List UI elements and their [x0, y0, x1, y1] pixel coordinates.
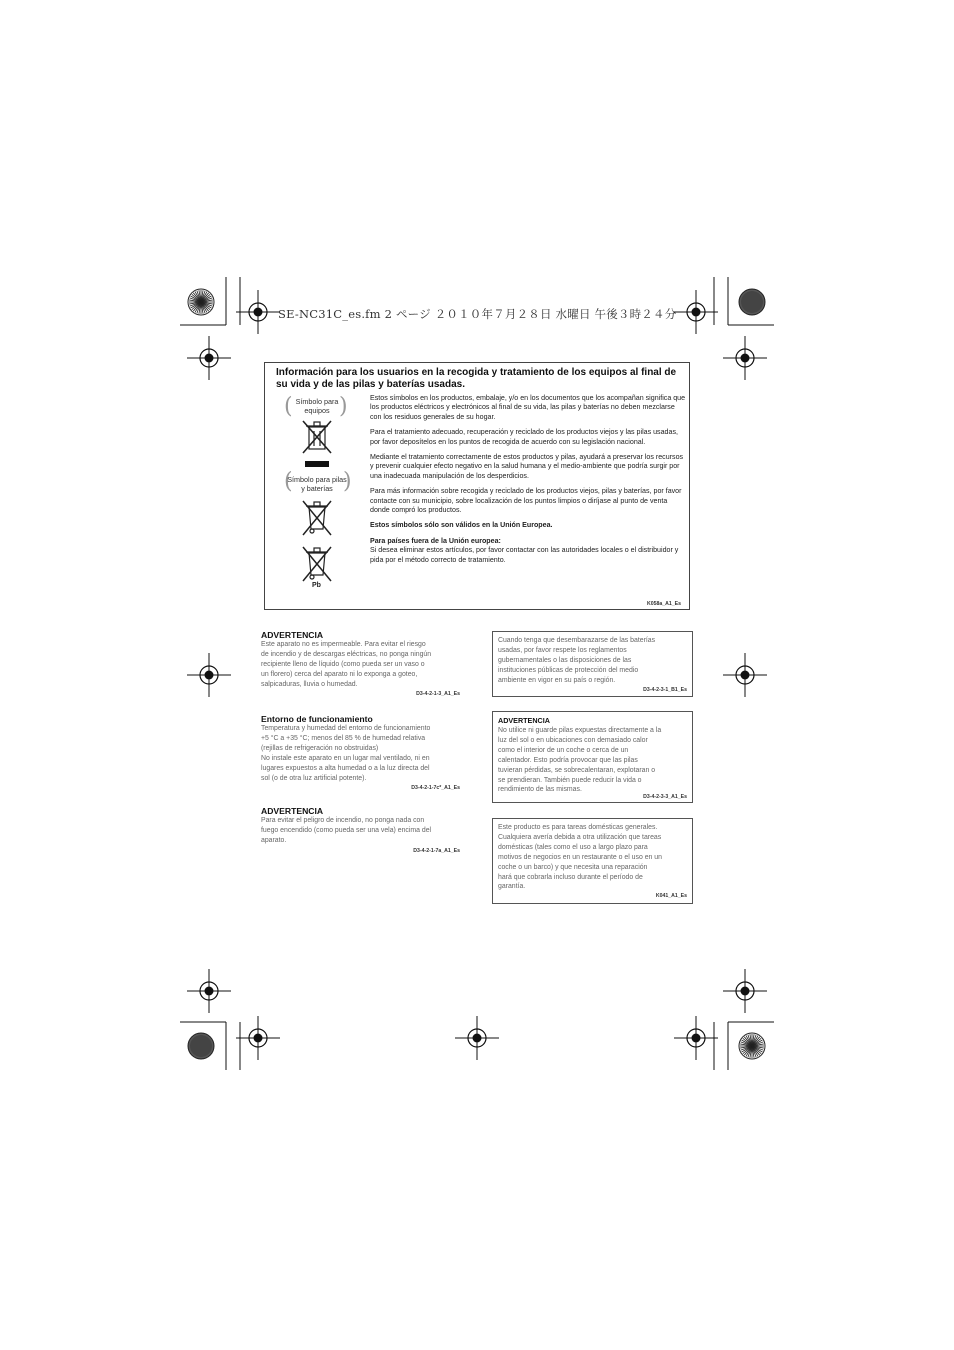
note-box-domestic-use [492, 818, 693, 904]
section-body-entorno: Temperatura y humedad del entorno de funcionamiento +5 °C a +35 °C; menos del 85 % de humedad relativa (rejillas de refrigeración no obstruidas) No instale este aparato en un lugar mal ventilado, ni en lugares expuestos a alta humedad o a la luz directa del sol (o de otra luz artificial potente). [261, 725, 431, 782]
weee-paragraph: Para el tratamiento adecuado, recuperación y reciclado de los productos viejos y las pilas usadas, por favor deposítelos en los puntos de recogida de acuerdo con su legislación nacional. [370, 428, 678, 446]
note-box-code: D3-4-2-3-3_A1_Es [643, 794, 687, 800]
note-box-batteries-disposal [492, 631, 693, 697]
paren-left: ( [284, 394, 293, 419]
note-box-body: Este producto es para tareas domésticas generales. Cualquiera avería debida a otra utilización que tareas domésticas (tales como el uso a largo plazo para motivos de negocios en un restaurante o el uso en un coche o un barco) y que necesita una reparación hará que cobrarla incluso durante el período de garantía. [498, 824, 662, 891]
note-box-code: K041_A1_Es [655, 893, 687, 899]
symbol-batteries-label: Símbolo para pilas y baterías [287, 475, 347, 493]
section-code-2: D3-4-2-1-7c*_A1_Es [411, 785, 460, 791]
weee-paragraph: Mediante el tratamiento correctamente de estos productos y pilas, ayudará a preservar los recursos y prevenir cualquier efecto negativo en la salud humana y el medio-ambiente que podría surgir por una inadecuada manipulación de los desperdicios. [370, 453, 684, 480]
section-body-advertencia-1: Este aparato no es impermeable. Para evitar el riesgo de incendio y de descargas eléctricas, no ponga ningún recipiente lleno de líquido (como pueda ser un vaso o un florero) cerca del aparato ni lo exponga a goteo, salpicaduras, lluvia o humedad. [261, 641, 432, 688]
paren-right-2: ) [343, 469, 352, 494]
weee-paragraph: Para más información sobre recogida y reciclado de los productos viejos, pilas y baterías, por favor contacte con su municipio, sobre localización de los puntos limpios o diríjase al punto de venta donde compró los productos. [370, 487, 682, 515]
crossed-bin-battery-icon [301, 499, 333, 537]
weee-outside-eu-text: Si desea eliminar estos artículos, por favor contactar con las autoridades locales o el distribuidor y pida por el método correcto de tratamiento. [370, 546, 679, 564]
crossed-bin-pb-icon [301, 545, 333, 583]
crossed-bin-equipment-icon [301, 419, 333, 469]
section-title-entorno: Entorno de funcionamiento [261, 714, 373, 724]
note-box-body: No utilice ni guarde pilas expuestas directamente a la luz del sol o en ubicaciones con demasiado calor como el interior de un coche o cerca de un calentador. Esto podría provocar que las pilas tuvieran pérdidas, se sobrecalentaran, explotaran o se prendieran. También puede reducir la vida o rendimiento de las mismas. [498, 727, 662, 794]
weee-text [370, 394, 686, 571]
pb-label: Pb [312, 582, 321, 589]
section-title-advertencia-2: ADVERTENCIA [261, 806, 324, 816]
weee-outside-eu-title: Para países fuera de la Unión europea: [370, 536, 501, 545]
note-box-body: Cuando tenga que desembarazarse de las baterías usadas, por favor respete los reglamentos gubernamentales o las disposiciones de las instituciones públicas de protección del medio ambiente en vigor en su país o región. [498, 637, 656, 684]
section-code-3: D3-4-2-1-7a_A1_Es [413, 848, 460, 854]
section-title-advertencia-1: ADVERTENCIA [261, 630, 324, 640]
weee-title: Información para los usuarios en la recogida y tratamiento de los equipos al final de su vida y de las pilas y baterías usadas. [276, 367, 677, 390]
note-box-title: ADVERTENCIA [498, 716, 550, 725]
note-box-advertencia-pilas [492, 711, 693, 803]
symbol-equipment-label: Símbolo para equipos [295, 397, 339, 415]
section-code-1: D3-4-2-1-3_A1_Es [416, 691, 460, 697]
section-body-advertencia-2: Para evitar el peligro de incendio, no ponga nada con fuego encendido (como pueda ser una vela) encima del aparato. [261, 817, 432, 844]
paren-left-2: ( [284, 469, 293, 494]
file-header-line: SE-NC31C_es.fm 2 ページ ２０１０年７月２８日 水曜日 午後３時２４分 [278, 307, 677, 321]
note-box-code: D3-4-2-3-1_B1_Es [643, 687, 687, 693]
weee-info-box [264, 362, 690, 610]
weee-paragraph: Estos símbolos en los productos, embalaje, y/o en los documentos que los acompañan significa que los productos eléctricos y electrónicos al final de su vida, las pilas y baterías no deben mezclarse con los residuos generales de su hogar. [370, 394, 686, 421]
weee-valid-eu: Estos símbolos sólo son válidos en la Unión Europea. [370, 521, 553, 530]
paren-right: ) [339, 394, 348, 419]
weee-code: K058a_A1_Es [646, 601, 681, 607]
